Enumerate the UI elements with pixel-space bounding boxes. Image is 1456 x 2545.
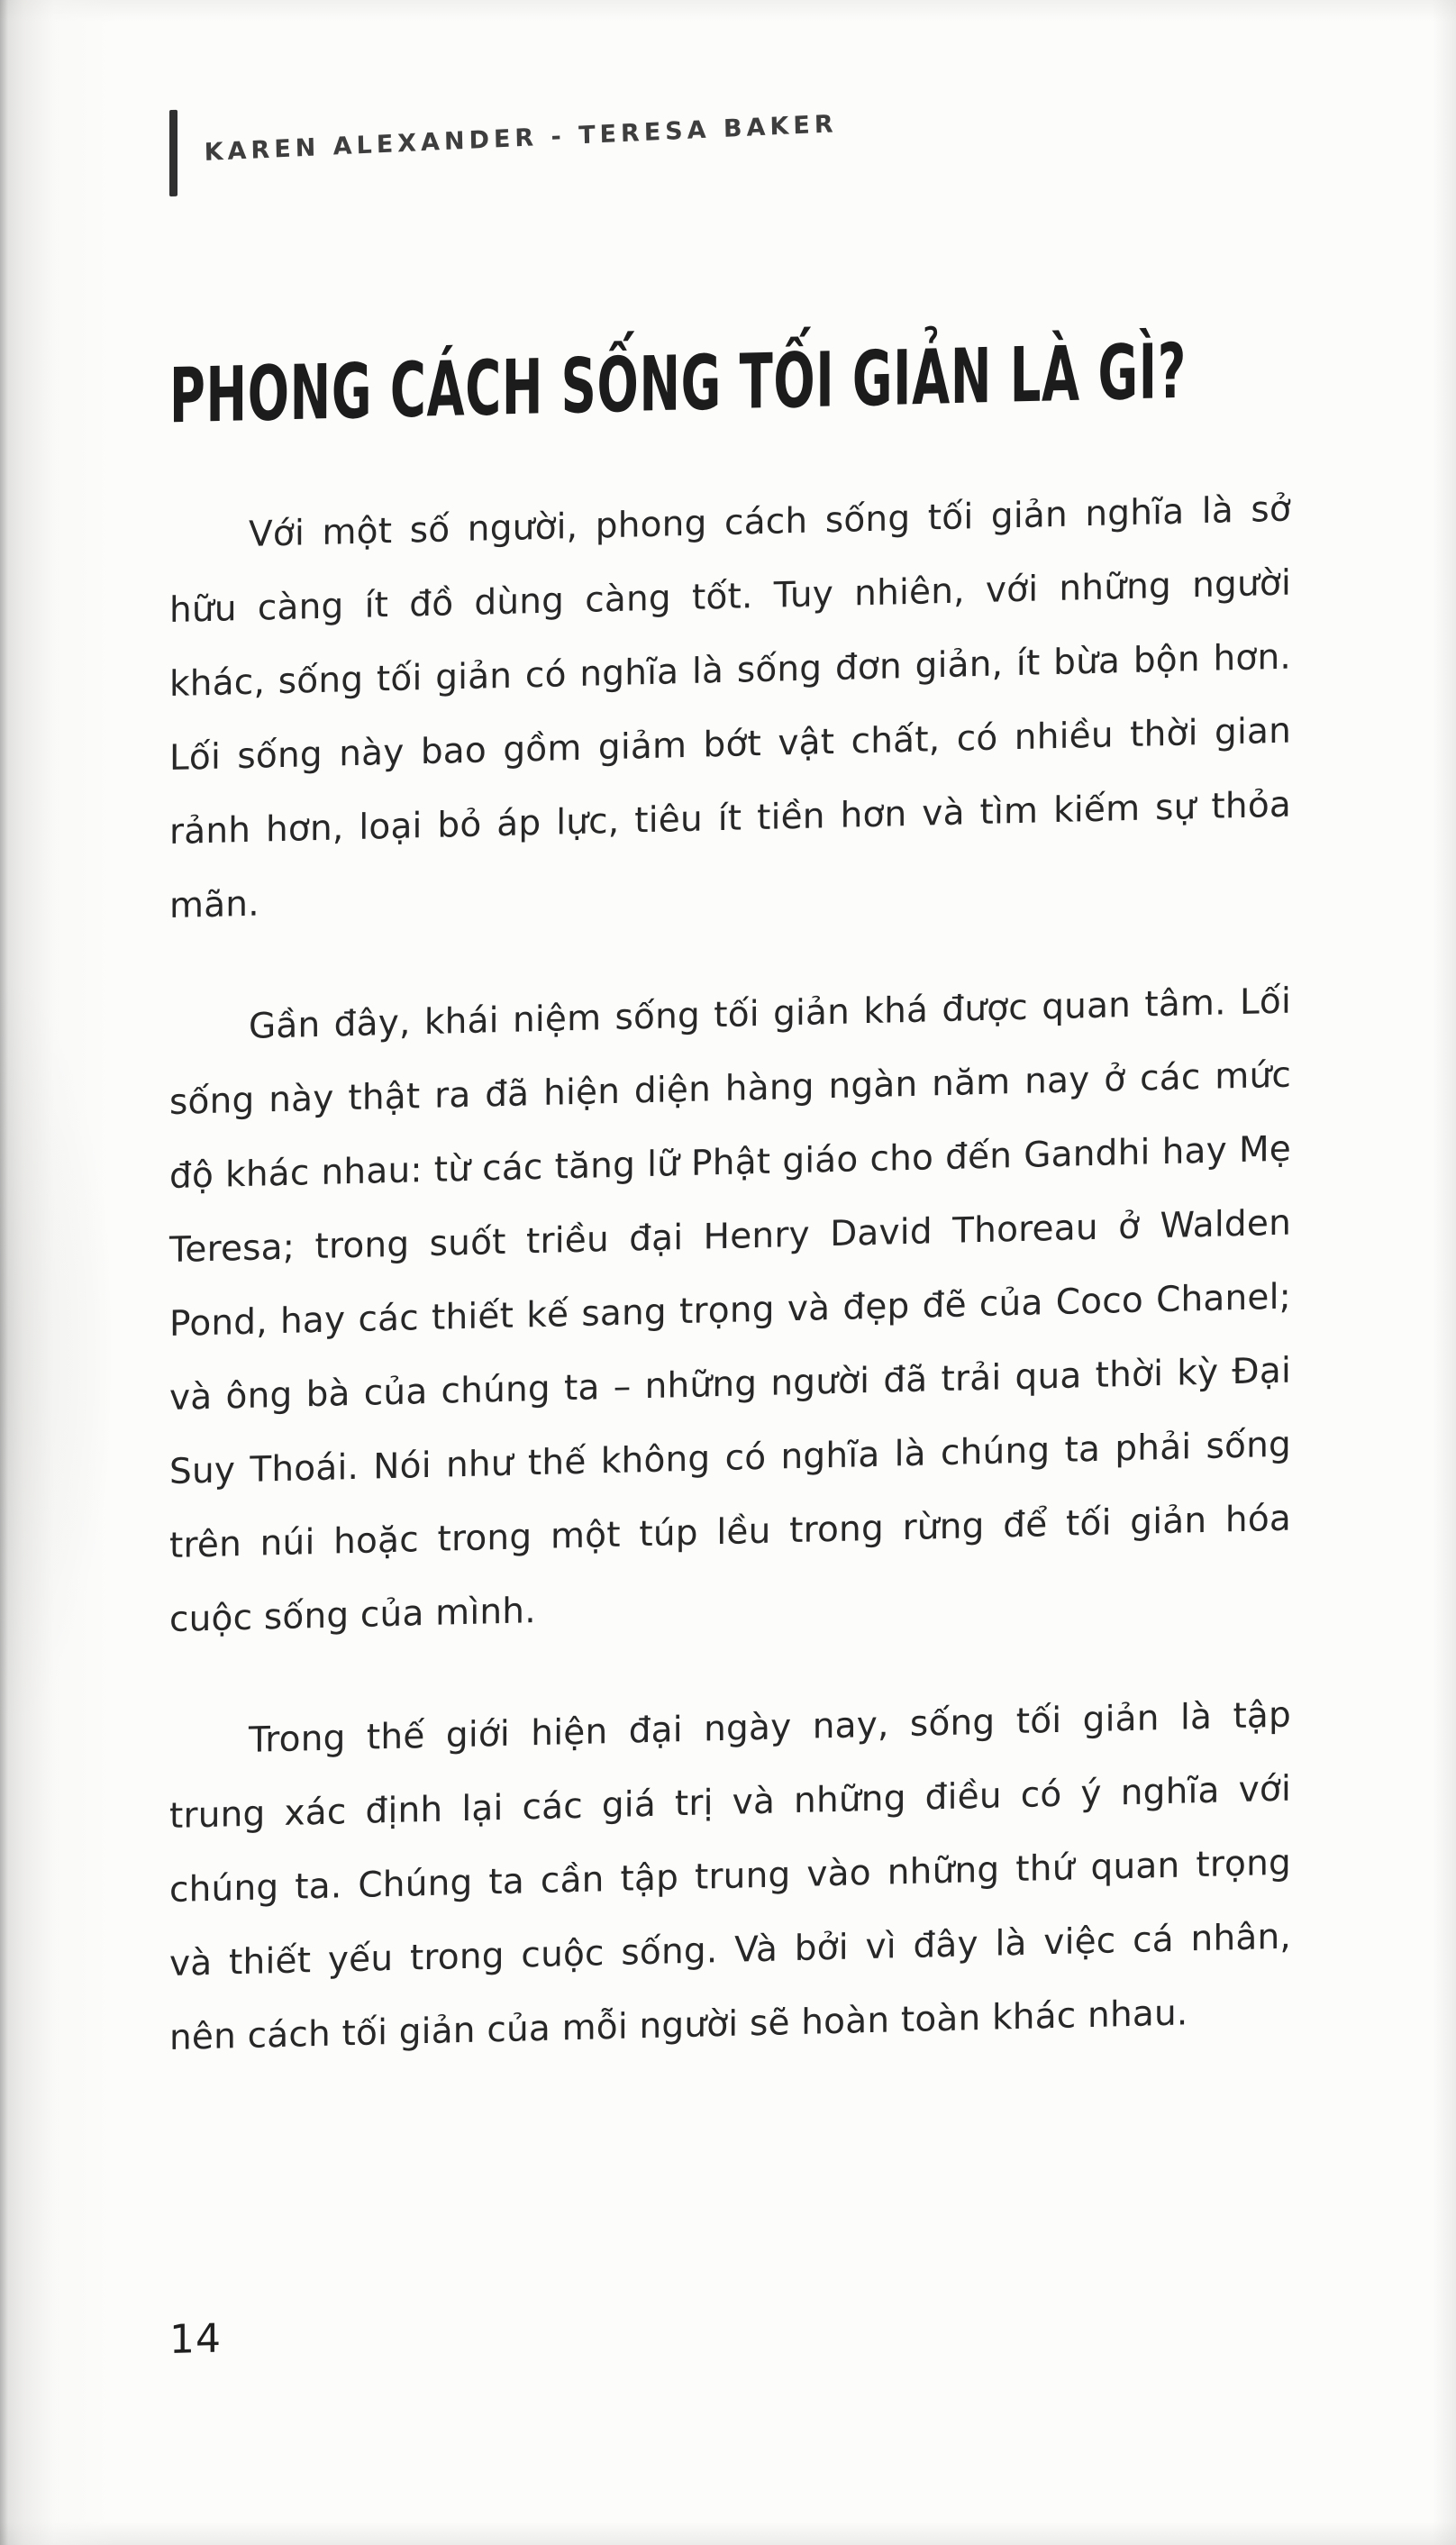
paragraph-3: Trong thế giới hiện đại ngày nay, sống tối giản là tập trung xác định lại các giá trị và những điều có ý nghĩa với chúng ta. Chúng ta cần tập trung vào những thứ quan trọng và thiết yếu trong cuộc sống. Và bởi vì đây là việc cá nhân, nên cách tối giản của mỗi người sẽ hoàn toàn khác nhau. xyxy=(169,1694,1291,2058)
paragraph-2: Gần đây, khái niệm sống tối giản khá được quan tâm. Lối sống này thật ra đã hiện diện hàng ngàn năm nay ở các mức độ khác nhau: từ các tăng lữ Phật giáo cho đến Gandhi hay Mẹ Teresa; trong suốt triều đại Henry David Thoreau ở Walden Pond, hay các thiết kế sang trọng và đẹp đẽ của Coco Chanel; và ông bà của chúng ta – những người đã trải qua thời kỳ Đại Suy Thoái. Nói như thế không có nghĩa là chúng ta phải sống trên núi hoặc trong một túp lều trong rừng để tối giản hóa cuộc sống của mình. xyxy=(169,981,1291,1640)
header-rule xyxy=(169,110,177,196)
chapter-title xyxy=(169,327,1291,441)
page-content xyxy=(169,81,1291,2363)
body-copy xyxy=(169,473,1291,2075)
author-names: KAREN ALEXANDER - TERESA BAKER xyxy=(204,109,838,167)
chapter-title-text: PHONG CÁCH SỐNG TỐI GIẢN LÀ GÌ? xyxy=(169,327,1187,441)
page-number: 14 xyxy=(169,2315,222,2363)
paragraph-1: Với một số người, phong cách sống tối giản nghĩa là sở hữu càng ít đồ dùng càng tốt. Tuy nhiên, với những người khác, sống tối giản có nghĩa là sống đơn giản, ít bừa bộn hơn. Lối sống này bao gồm giảm bớt vật chất, có nhiều thời gian rảnh hơn, loại bỏ áp lực, tiêu ít tiền hơn và tìm kiếm sự thỏa mãn. xyxy=(169,488,1291,926)
running-header xyxy=(169,81,1291,198)
